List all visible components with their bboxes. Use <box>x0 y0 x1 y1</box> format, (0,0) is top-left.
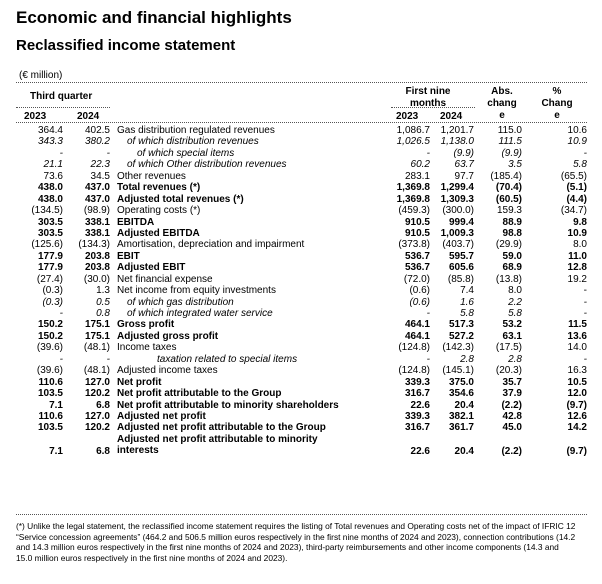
header-pct-change-2: Chang <box>541 98 573 109</box>
cell-q3-2023: 303.5 <box>37 227 63 239</box>
table-row <box>16 285 588 296</box>
row-label: Other revenues <box>117 170 186 182</box>
cell-q3-2024: (48.1) <box>83 342 110 354</box>
row-label: of which special items <box>137 147 235 159</box>
cell-9m-2023: (72.0) <box>403 273 430 285</box>
table-row <box>16 422 588 433</box>
cell-abs-change: (2.2) <box>501 399 522 411</box>
page-title: Economic and financial highlights <box>16 8 292 27</box>
cell-q3-2024: - <box>106 147 110 159</box>
header-abs-change-1: Abs. <box>491 86 513 97</box>
cell-9m-2024: 999.4 <box>448 216 474 228</box>
header-third-quarter: Third quarter <box>30 91 93 102</box>
cell-9m-2023: 536.7 <box>404 262 430 274</box>
cell-q3-2023: (0.3) <box>42 296 63 308</box>
cell-q3-2023: - <box>59 308 63 319</box>
row-label-line1: Adjusted net profit attributable to minority <box>117 433 318 445</box>
table-row <box>16 319 588 330</box>
cell-q3-2024: 175.1 <box>84 330 110 342</box>
table-row <box>16 308 588 319</box>
row-label: Amortisation, depreciation and impairment <box>117 239 305 251</box>
cell-q3-2024: 203.8 <box>84 262 110 274</box>
row-label: Adjusted income taxes <box>117 365 218 377</box>
footnote: (*) Unlike the legal statement, the reclassified income statement requires the listing of Total revenues and Operating costs net of the impact of IFRIC 12 “Service concession agreements” (464.2 and 506.5 million euros respectively in the first nine months of 2024 and 2023), connection contributions (14.2 and 14.3 million euros respectively in the first nine months of 2024 and 2023), third-party reimbursements and other income components (14.3 and 15.0 million euros respectively in the first nine months of 2024 and 2023). <box>16 521 576 563</box>
row-label: Net profit attributable to the Group <box>117 388 282 400</box>
cell-abs-change: 3.5 <box>508 159 522 171</box>
cell-abs-change: 111.5 <box>498 136 522 148</box>
row-label: of which Other distribution revenues <box>127 159 287 171</box>
table-row <box>16 262 588 273</box>
cell-9m-2023: 60.2 <box>410 159 430 171</box>
cell-pct-change: (9.7) <box>566 399 587 411</box>
cell-9m-2024: 1,138.0 <box>440 136 474 148</box>
cell-9m-2024: 527.2 <box>448 330 474 342</box>
cell-abs-change: 2.8 <box>508 353 522 365</box>
cell-q3-2024: (98.9) <box>83 205 110 217</box>
table-row <box>16 400 588 411</box>
cell-q3-2024: 127.0 <box>84 410 110 422</box>
cell-9m-2023: (459.3) <box>398 205 430 217</box>
row-label: Adjusted EBITDA <box>117 227 200 239</box>
header-nine-year-2023: 2023 <box>396 111 419 122</box>
row-label: of which gas distribution <box>127 296 234 308</box>
header-first-nine-line1: First nine <box>405 86 451 97</box>
cell-abs-change: (185.4) <box>490 170 522 182</box>
row-label: Total revenues (*) <box>117 182 201 194</box>
cell-q3-2023: - <box>59 147 63 159</box>
cell-9m-2024: 2.8 <box>460 353 474 365</box>
cell-q3-2023: 150.2 <box>37 319 63 331</box>
cell-q3-2023: (27.4) <box>36 273 63 285</box>
header-nine-year-2024: 2024 <box>440 111 463 122</box>
cell-abs-change: 115.0 <box>497 125 522 136</box>
cell-9m-2024: (403.7) <box>442 239 474 251</box>
cell-q3-2024: 338.1 <box>84 216 110 228</box>
cell-abs-change: 63.1 <box>502 330 522 342</box>
cell-9m-2024: 605.6 <box>448 262 474 274</box>
cell-9m-2023: (124.8) <box>398 342 430 354</box>
cell-abs-change: 59.0 <box>502 250 522 262</box>
cell-q3-2023: (39.6) <box>36 365 63 377</box>
cell-9m-2023: 316.7 <box>404 388 430 400</box>
cell-pct-change: (5.1) <box>566 182 587 194</box>
cell-abs-change: (13.8) <box>495 273 522 285</box>
cell-pct-change: - <box>583 308 587 319</box>
cell-pct-change: (9.7) <box>566 445 587 457</box>
table-row <box>16 194 588 205</box>
cell-pct-change: 10.9 <box>567 227 587 239</box>
cell-9m-2024: 63.7 <box>454 159 474 171</box>
row-label: Adjusted net profit attributable to the Group <box>117 422 326 434</box>
table-row <box>16 411 588 422</box>
cell-q3-2023: 364.4 <box>37 125 63 136</box>
row-label: EBIT <box>117 250 140 262</box>
cell-9m-2023: 910.5 <box>404 227 430 239</box>
cell-q3-2024: 1.3 <box>96 285 110 297</box>
row-label <box>117 434 318 456</box>
cell-9m-2024: 375.0 <box>448 376 474 388</box>
cell-9m-2023: - <box>426 353 430 365</box>
table-row <box>16 148 588 159</box>
cell-pct-change: 12.6 <box>567 410 587 422</box>
table-row <box>16 274 588 285</box>
cell-pct-change: 12.0 <box>567 388 587 400</box>
row-label: Adjusted net profit <box>117 410 206 422</box>
cell-q3-2024: (48.1) <box>83 365 110 377</box>
cell-q3-2023: 343.3 <box>37 136 63 148</box>
cell-abs-change: 53.2 <box>502 319 522 331</box>
cell-q3-2024: 0.5 <box>96 296 110 308</box>
cell-q3-2023: (134.5) <box>31 205 63 217</box>
cell-q3-2023: 7.1 <box>49 399 63 411</box>
table-bottom-divider <box>16 514 587 515</box>
cell-9m-2023: 22.6 <box>410 399 430 411</box>
cell-q3-2023: 438.0 <box>37 182 63 194</box>
table-row <box>16 251 588 262</box>
cell-q3-2023: 177.9 <box>37 262 63 274</box>
cell-abs-change: (29.9) <box>495 239 522 251</box>
cell-9m-2024: 20.4 <box>454 445 474 457</box>
cell-abs-change: 2.2 <box>508 296 522 308</box>
cell-abs-change: 35.7 <box>502 376 522 388</box>
cell-q3-2024: 120.2 <box>84 388 110 400</box>
cell-9m-2023: 316.7 <box>404 422 430 434</box>
cell-9m-2023: 1,369.8 <box>396 182 430 194</box>
cell-9m-2023: 464.1 <box>404 319 430 331</box>
cell-q3-2023: 110.6 <box>38 376 63 388</box>
cell-abs-change: (17.5) <box>495 342 522 354</box>
cell-pct-change: 12.8 <box>567 262 587 274</box>
cell-9m-2024: 517.3 <box>448 319 474 331</box>
row-label: Income taxes <box>117 342 177 354</box>
cell-pct-change: 10.5 <box>567 376 587 388</box>
cell-pct-change: 9.8 <box>573 216 587 228</box>
header-year-2024: 2024 <box>77 111 100 122</box>
cell-q3-2023: 150.2 <box>37 330 63 342</box>
cell-q3-2024: 402.5 <box>84 125 110 136</box>
cell-q3-2024: 0.8 <box>96 308 110 319</box>
cell-q3-2024: 34.5 <box>90 170 110 182</box>
row-label: taxation related to special items <box>157 353 298 365</box>
cell-9m-2023: 536.7 <box>404 250 430 262</box>
cell-9m-2023: (0.6) <box>409 296 430 308</box>
row-label: Operating costs (*) <box>117 205 201 217</box>
cell-pct-change: 5.8 <box>573 159 587 171</box>
row-label: Net financial expense <box>117 273 213 285</box>
cell-q3-2024: 203.8 <box>84 250 110 262</box>
cell-pct-change: 10.9 <box>567 136 587 148</box>
cell-pct-change: (34.7) <box>560 205 587 217</box>
cell-pct-change: - <box>583 285 587 297</box>
table-row <box>16 125 588 136</box>
table-row <box>16 182 588 193</box>
table-row <box>16 205 588 216</box>
cell-q3-2024: (134.3) <box>78 239 110 251</box>
header-abs-change-3: e <box>499 110 505 121</box>
cell-q3-2023: 103.5 <box>37 388 63 400</box>
cell-9m-2024: 382.1 <box>448 410 474 422</box>
cell-q3-2023: 7.1 <box>49 445 63 457</box>
cell-abs-change: 45.0 <box>502 422 522 434</box>
cell-q3-2023: 303.5 <box>37 216 63 228</box>
cell-9m-2023: 1,086.7 <box>396 125 430 136</box>
income-statement-table <box>16 125 588 458</box>
cell-q3-2023: - <box>59 353 63 365</box>
cell-q3-2024: 22.3 <box>90 159 110 171</box>
cell-9m-2023: (124.8) <box>398 365 430 377</box>
cell-abs-change: (70.4) <box>495 182 522 194</box>
cell-q3-2023: 110.6 <box>38 410 63 422</box>
cell-9m-2024: 20.4 <box>454 399 474 411</box>
cell-9m-2023: 1,369.8 <box>396 193 430 205</box>
header-bottom-divider <box>16 122 587 123</box>
table-row <box>16 434 588 458</box>
cell-q3-2024: (30.0) <box>83 273 110 285</box>
cell-9m-2023: 22.6 <box>410 445 430 457</box>
cell-pct-change: 16.3 <box>567 365 587 377</box>
cell-9m-2023: 283.1 <box>404 170 430 182</box>
row-label: of which distribution revenues <box>127 136 259 148</box>
cell-q3-2023: 21.1 <box>43 159 63 171</box>
cell-9m-2024: (85.8) <box>447 273 474 285</box>
top-divider <box>16 82 587 83</box>
header-year-2023: 2023 <box>24 111 47 122</box>
table-row <box>16 228 588 239</box>
cell-abs-change: (60.5) <box>495 193 522 205</box>
cell-abs-change: 8.0 <box>508 285 522 297</box>
row-label: Gross profit <box>117 319 175 331</box>
row-label: Adjusted gross profit <box>117 330 219 342</box>
cell-9m-2023: (373.8) <box>398 239 430 251</box>
table-row <box>16 377 588 388</box>
cell-pct-change: (4.4) <box>566 193 587 205</box>
table-row <box>16 297 588 308</box>
cell-9m-2024: 1.6 <box>460 296 474 308</box>
header-first-nine-line2: months <box>409 98 447 109</box>
cell-q3-2024: 6.8 <box>96 445 110 457</box>
table-row <box>16 331 588 342</box>
cell-abs-change: 88.9 <box>502 216 522 228</box>
cell-q3-2024: 338.1 <box>84 227 110 239</box>
table-row <box>16 239 588 250</box>
header-quarter-divider <box>16 107 110 108</box>
row-label: Gas distribution regulated revenues <box>117 125 275 136</box>
cell-9m-2023: 910.5 <box>404 216 430 228</box>
cell-9m-2024: 7.4 <box>460 285 474 297</box>
cell-9m-2023: 464.1 <box>404 330 430 342</box>
cell-abs-change: 42.8 <box>502 410 522 422</box>
cell-pct-change: 8.0 <box>573 239 587 251</box>
cell-abs-change: 98.8 <box>502 227 522 239</box>
row-label: Adjusted EBIT <box>117 262 186 274</box>
row-label: of which integrated water service <box>127 308 273 319</box>
cell-pct-change: 19.2 <box>567 273 587 285</box>
cell-9m-2023: (0.6) <box>409 285 430 297</box>
cell-9m-2024: 1,309.3 <box>440 193 474 205</box>
cell-pct-change: 11.0 <box>568 250 587 262</box>
row-label: Adjusted total revenues (*) <box>117 193 244 205</box>
cell-q3-2024: 127.0 <box>84 376 110 388</box>
cell-9m-2024: (145.1) <box>442 365 474 377</box>
cell-q3-2024: 6.8 <box>96 399 110 411</box>
cell-abs-change: (2.2) <box>501 445 522 457</box>
header-pct-change-3: e <box>554 110 560 121</box>
cell-9m-2024: 361.7 <box>448 422 474 434</box>
unit-label: (€ million) <box>19 70 63 81</box>
table-row <box>16 217 588 228</box>
cell-9m-2024: 5.8 <box>460 308 474 319</box>
cell-pct-change: - <box>583 296 587 308</box>
cell-pct-change: 14.0 <box>567 342 587 354</box>
header-pct-change-1: % <box>552 86 562 97</box>
cell-abs-change: 5.8 <box>508 308 522 319</box>
cell-q3-2023: 73.6 <box>43 170 63 182</box>
cell-9m-2024: 1,201.7 <box>440 125 474 136</box>
cell-q3-2023: 177.9 <box>37 250 63 262</box>
cell-q3-2024: 437.0 <box>84 182 110 194</box>
cell-pct-change: 11.5 <box>568 319 587 331</box>
row-label: EBITDA <box>117 216 155 228</box>
row-label: Net income from equity investments <box>117 285 276 297</box>
header-abs-change-2: chang <box>487 98 517 109</box>
cell-9m-2024: 1,009.3 <box>440 227 474 239</box>
cell-pct-change: 14.2 <box>567 422 587 434</box>
cell-pct-change: - <box>583 353 587 365</box>
cell-pct-change: 13.6 <box>567 330 587 342</box>
cell-q3-2023: (39.6) <box>36 342 63 354</box>
cell-9m-2023: - <box>426 308 430 319</box>
cell-9m-2024: (9.9) <box>453 147 474 159</box>
table-row <box>16 136 588 147</box>
cell-q3-2023: 438.0 <box>37 193 63 205</box>
row-label: Net profit <box>117 376 162 388</box>
table-row <box>16 354 588 365</box>
cell-9m-2023: 339.3 <box>404 410 430 422</box>
table-row <box>16 342 588 353</box>
table-row <box>16 365 588 376</box>
cell-abs-change: 37.9 <box>502 388 522 400</box>
cell-q3-2024: - <box>106 353 110 365</box>
cell-q3-2024: 437.0 <box>84 193 110 205</box>
cell-9m-2023: 339.3 <box>404 376 430 388</box>
cell-9m-2024: 97.7 <box>454 170 474 182</box>
cell-abs-change: 159.3 <box>496 205 522 217</box>
row-label-line2: interests <box>117 444 159 456</box>
cell-9m-2024: (142.3) <box>442 342 474 354</box>
cell-9m-2023: 1,026.5 <box>396 136 430 148</box>
cell-q3-2023: (125.6) <box>31 239 63 251</box>
table-row <box>16 388 588 399</box>
cell-q3-2024: 380.2 <box>84 136 110 148</box>
cell-9m-2024: 354.6 <box>448 388 474 400</box>
section-title: Reclassified income statement <box>16 37 236 54</box>
cell-q3-2023: 103.5 <box>37 422 63 434</box>
cell-9m-2023: - <box>426 147 430 159</box>
table-row <box>16 159 588 170</box>
cell-pct-change: (65.5) <box>560 170 587 182</box>
cell-9m-2024: 1,299.4 <box>440 182 474 194</box>
header-nine-months-divider <box>391 107 475 108</box>
cell-q3-2023: (0.3) <box>42 285 63 297</box>
cell-q3-2024: 120.2 <box>84 422 110 434</box>
cell-abs-change: (20.3) <box>495 365 522 377</box>
cell-pct-change: - <box>583 147 587 159</box>
table-row <box>16 171 588 182</box>
cell-abs-change: (9.9) <box>501 147 522 159</box>
cell-9m-2024: (300.0) <box>442 205 474 217</box>
cell-pct-change: 10.6 <box>567 125 587 136</box>
row-label: Net profit attributable to minority shareholders <box>117 399 339 411</box>
cell-9m-2024: 595.7 <box>448 250 474 262</box>
cell-q3-2024: 175.1 <box>84 319 110 331</box>
cell-abs-change: 68.9 <box>502 262 522 274</box>
